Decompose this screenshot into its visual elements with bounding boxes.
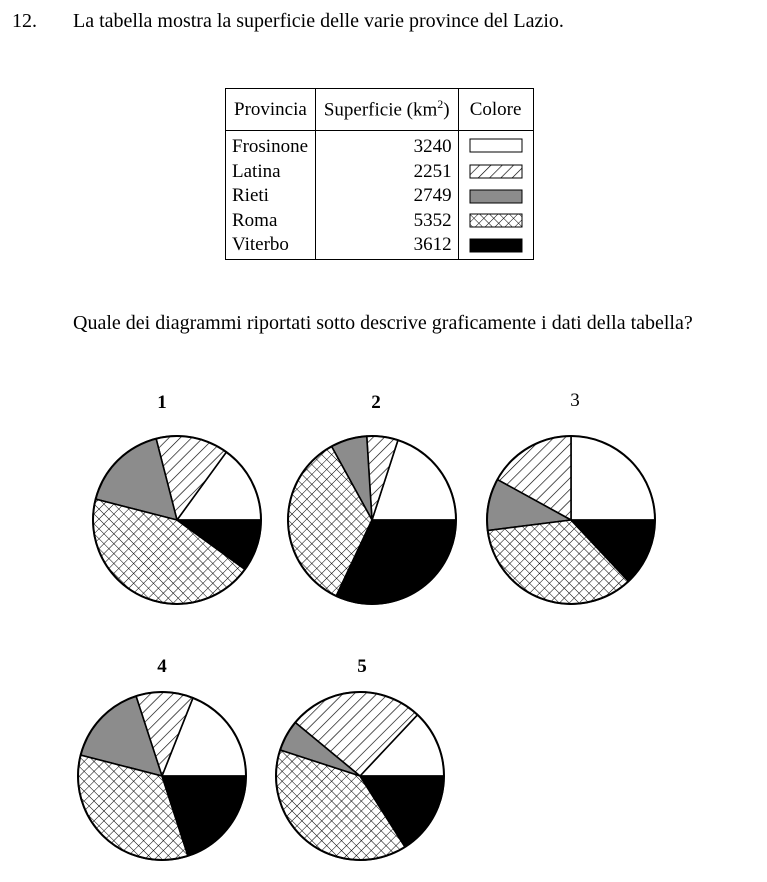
pie-chart-label: 5: [357, 656, 367, 677]
pie-chart-4: [78, 656, 246, 860]
superficie-cell: 2251: [315, 160, 458, 185]
provincia-cell: Rieti: [226, 184, 316, 209]
superficie-cell: 5352: [315, 209, 458, 234]
province-table: [225, 88, 534, 260]
table-row: [226, 160, 534, 185]
header-superficie-close: ): [443, 99, 450, 121]
colore-cell: [458, 160, 533, 185]
pie-chart-label: 2: [371, 392, 381, 413]
table-row: [226, 131, 534, 160]
header-provincia: Provincia: [226, 89, 316, 131]
colore-cell: [458, 209, 533, 234]
header-superficie-text: Superficie (km: [323, 99, 438, 121]
pie-chart-label: 1: [157, 392, 167, 413]
pie-slice-frosinone: [571, 436, 655, 520]
color-swatch: [469, 164, 523, 179]
table-body: [226, 131, 534, 260]
superficie-cell: 3240: [315, 131, 458, 160]
superficie-cell: 2749: [315, 184, 458, 209]
pie-chart-label: 4: [157, 656, 167, 677]
pie-chart-2: [288, 392, 456, 604]
table-row: [226, 233, 534, 259]
provincia-cell: Viterbo: [226, 233, 316, 259]
header-superficie: [315, 89, 458, 131]
question-prompt: Quale dei diagrammi riportati sotto descrive graficamente i dati della tabella?: [73, 312, 693, 334]
provincia-cell: Roma: [226, 209, 316, 234]
color-swatch: [469, 138, 523, 153]
question-intro: La tabella mostra la superficie delle varie province del Lazio.: [73, 10, 564, 32]
table-row: [226, 184, 534, 209]
table-header-row: [226, 89, 534, 131]
color-swatch: [469, 189, 523, 204]
color-swatch: [469, 238, 523, 253]
question-number: 12.: [12, 10, 37, 32]
provincia-cell: Latina: [226, 160, 316, 185]
superficie-cell: 3612: [315, 233, 458, 259]
provincia-cell: Frosinone: [226, 131, 316, 160]
table-row: [226, 209, 534, 234]
pie-chart-3: [487, 390, 655, 604]
colore-cell: [458, 233, 533, 259]
pie-chart-5: [276, 656, 444, 860]
color-swatch: [469, 213, 523, 228]
pie-charts: [0, 380, 767, 882]
pie-chart-1: [93, 392, 261, 604]
pie-chart-label: 3: [570, 390, 580, 411]
header-colore: Colore: [458, 89, 533, 131]
colore-cell: [458, 131, 533, 160]
header-superficie-sup: 2: [437, 97, 444, 112]
colore-cell: [458, 184, 533, 209]
